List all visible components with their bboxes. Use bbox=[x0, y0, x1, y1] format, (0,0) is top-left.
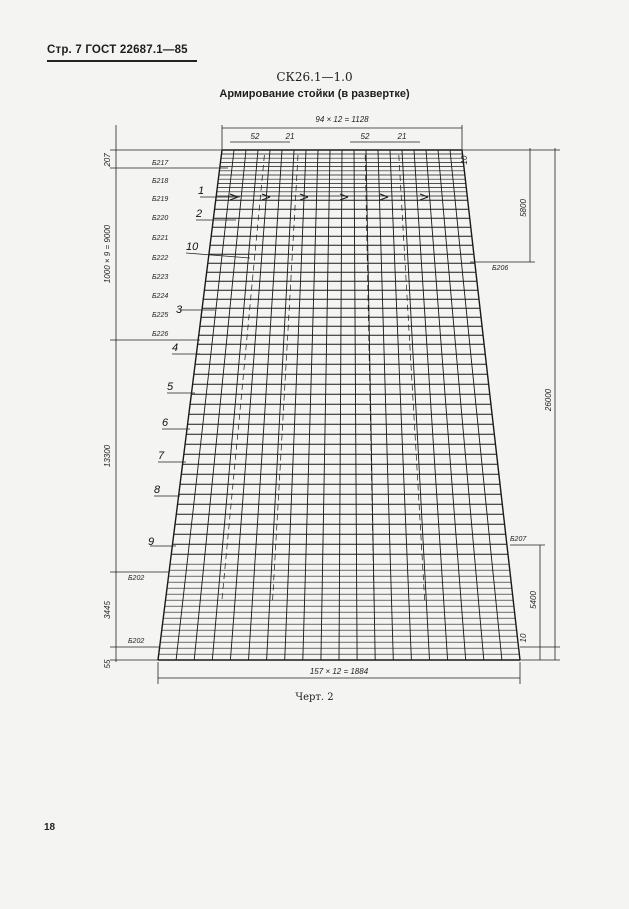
left-dim-top: 207 bbox=[103, 153, 112, 167]
right-dim-upper: 5800 bbox=[519, 199, 528, 217]
rebar-label: Б217 bbox=[152, 160, 169, 167]
mesh-bar bbox=[354, 150, 357, 660]
mesh-bar bbox=[230, 194, 238, 197]
mesh-bar bbox=[366, 150, 375, 660]
rebar-label: Б218 bbox=[152, 178, 169, 185]
document-header: Стр. 7 ГОСТ 22687.1—85 bbox=[47, 44, 188, 56]
mesh-bar bbox=[438, 150, 484, 660]
mesh-bar bbox=[420, 194, 428, 197]
position-marker: 9 bbox=[148, 536, 155, 548]
mesh-bar bbox=[339, 150, 342, 660]
left-dim-low: 3445 bbox=[103, 601, 112, 619]
mesh-bar bbox=[450, 150, 502, 660]
rebar-label-b206: Б206 bbox=[492, 265, 509, 272]
mesh-bar bbox=[321, 150, 330, 660]
rebar-label: Б221 bbox=[152, 235, 169, 242]
left-dim-upper: 1000 × 9 = 9000 bbox=[103, 224, 112, 284]
figure-caption: Черт. 2 bbox=[295, 692, 334, 703]
position-marker: 5 bbox=[167, 381, 174, 393]
position-marker: 10 bbox=[186, 241, 199, 253]
left-dim-mid: 13300 bbox=[103, 444, 112, 468]
mesh-bar bbox=[462, 150, 520, 660]
rebar-label: Б222 bbox=[152, 255, 169, 262]
position-marker: 2 bbox=[196, 208, 203, 220]
mesh-bar bbox=[390, 150, 411, 660]
position-marker: 4 bbox=[172, 342, 179, 354]
rebar-label-b202-lower: Б202 bbox=[128, 638, 145, 645]
mesh-bar bbox=[378, 150, 393, 660]
mesh-bar bbox=[249, 150, 283, 660]
marker-leaders bbox=[150, 197, 250, 546]
right-dim-bottom-small: 10 bbox=[519, 633, 528, 643]
left-dim-bottom: 55 bbox=[103, 659, 112, 669]
mesh-bar bbox=[399, 155, 425, 600]
top-dim-a: 52 bbox=[250, 132, 260, 141]
top-dim-c: 52 bbox=[360, 132, 370, 141]
mesh-bar bbox=[380, 194, 388, 197]
position-marker: 6 bbox=[162, 417, 169, 429]
mesh-bar bbox=[230, 150, 270, 660]
position-marker: 3 bbox=[176, 304, 183, 316]
reinforcement-mesh bbox=[158, 150, 520, 660]
mesh-bar bbox=[414, 150, 448, 660]
top-width-label: 94 × 12 = 1128 bbox=[315, 115, 369, 124]
mesh-bar bbox=[285, 150, 306, 660]
mesh-bar bbox=[340, 197, 348, 200]
drawing-subtitle: Армирование стойки (в развертке) bbox=[219, 88, 410, 100]
mesh-bar bbox=[402, 150, 430, 660]
mesh-bar bbox=[273, 155, 298, 600]
page-number: 18 bbox=[44, 822, 56, 833]
rebar-label: Б224 bbox=[152, 293, 169, 300]
mesh-bar bbox=[420, 197, 428, 200]
rebar-label: Б223 bbox=[152, 274, 169, 281]
bottom-width-label: 157 × 12 = 1884 bbox=[309, 667, 369, 676]
right-dim-total: 26000 bbox=[544, 388, 553, 412]
drawing-code: СК26.1—1.0 bbox=[276, 70, 353, 84]
rebar-label-b207: Б207 bbox=[510, 536, 527, 543]
mesh-bar bbox=[340, 194, 348, 197]
position-marker: 8 bbox=[154, 484, 161, 496]
mesh-bar bbox=[267, 150, 294, 660]
mesh-bar bbox=[230, 197, 238, 200]
right-dim-top-small: 10 bbox=[460, 155, 469, 165]
mesh-bar bbox=[212, 150, 258, 660]
mesh-bar bbox=[222, 155, 264, 600]
position-marker: 7 bbox=[158, 450, 165, 462]
rebar-label: Б220 bbox=[152, 215, 169, 222]
top-dim-d: 21 bbox=[397, 132, 407, 141]
rebar-label: Б225 bbox=[152, 312, 169, 319]
rebar-label: Б219 bbox=[152, 196, 169, 203]
mesh-bar bbox=[176, 150, 234, 660]
position-marker: 1 bbox=[198, 185, 205, 197]
mesh-bar bbox=[303, 150, 318, 660]
rebar-label-b202-upper: Б202 bbox=[128, 575, 145, 582]
right-dim-lower: 5400 bbox=[529, 591, 538, 609]
mesh-bar bbox=[194, 150, 246, 660]
mesh-bar bbox=[158, 150, 222, 660]
rebar-label: Б226 bbox=[152, 331, 169, 338]
top-dim-b: 21 bbox=[285, 132, 295, 141]
mesh-bar bbox=[426, 150, 466, 660]
mesh-bar bbox=[380, 197, 388, 200]
